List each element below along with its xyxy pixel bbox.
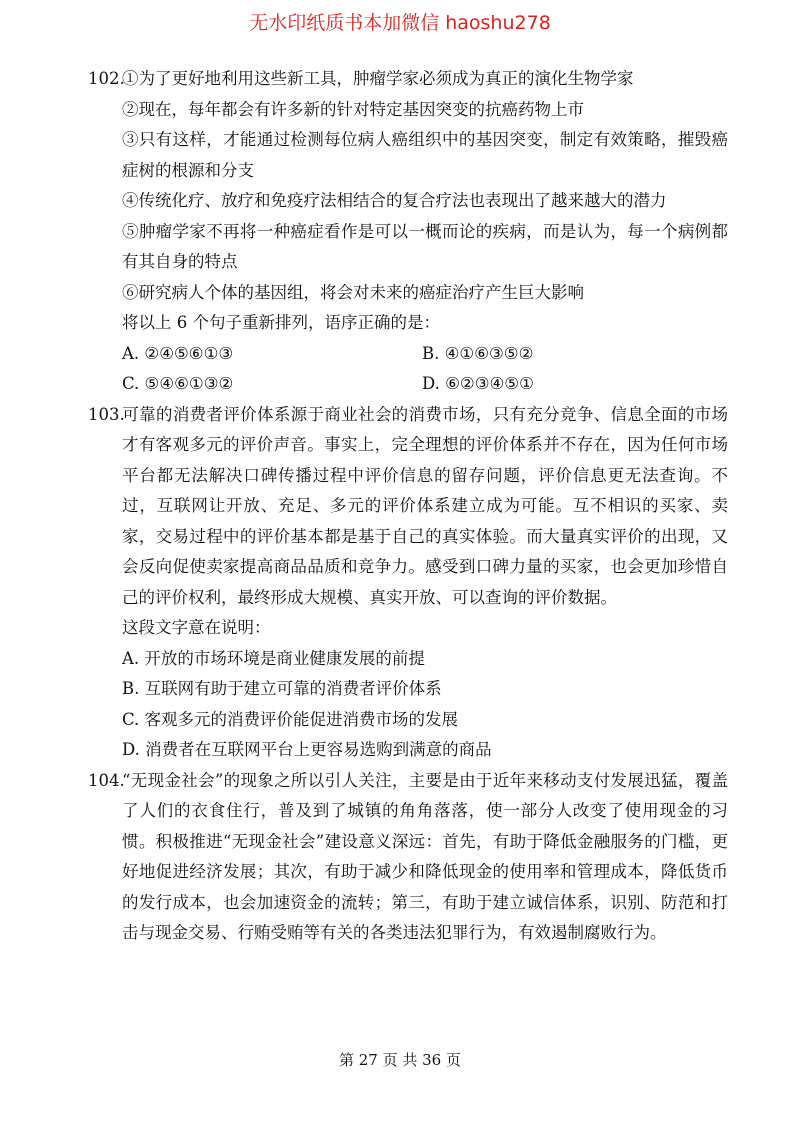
options-row-2	[122, 369, 728, 400]
option-a: A. ②④⑤⑥①③	[122, 343, 234, 363]
question-number: 102.	[88, 69, 125, 88]
option-d: D. ⑥②③④⑤①	[422, 374, 534, 393]
page-content	[88, 64, 728, 949]
options-row-1	[122, 339, 728, 370]
question-104	[88, 766, 728, 949]
option-a: A. 开放的市场环境是商业健康发展的前提	[122, 648, 425, 668]
option-c: C. ⑤④⑥①③②	[122, 374, 234, 393]
option-b: B. ④①⑥③⑤②	[422, 343, 534, 363]
question-stem: 将以上 6 个句子重新排列，语序正确的是：	[122, 313, 440, 332]
question-number: 104.	[88, 770, 125, 790]
question-102	[88, 64, 728, 400]
question-passage: 可靠的消费者评价体系源于商业社会的消费市场，只有充分竞争、信息全面的市场才有客观多元的评价声音。事实上，完全理想的评价体系并不存在，因为任何市场平台都无法解决口碑传播过程中评价信息的留存问题，评价信息更无法查询。不过，互联网让开放、充足、多元的评价体系建立成为可能。互不相识的买家、卖家，交易过程中的评价基本都是基于自己的真实体验。而大量真实评价的出现，又会反向促使卖家提高商品品质和竞争力。感受到口碑力量的买家，也会更加珍惜自己的评价权利，最终形成大规模、真实开放、可以查询的评价数据。	[122, 404, 728, 607]
sentence-3: ③只有这样，才能通过检测每位病人癌组织中的基因突变，制定有效策略，摧毁癌症树的根源和分支	[122, 130, 728, 180]
question-number: 103.	[88, 404, 125, 424]
watermark-text: 无水印纸质书本加微信 haoshu278	[249, 12, 551, 34]
question-stem: 这段文字意在说明：	[122, 618, 271, 637]
option-b: B. 互联网有助于建立可靠的消费者评价体系	[122, 679, 442, 698]
sentence-6: ⑥研究病人个体的基因组，将会对未来的癌症治疗产生巨大影响	[122, 282, 584, 302]
sentence-2: ②现在，每年都会有许多新的针对特定基因突变的抗癌药物上市	[122, 99, 584, 119]
option-d: D. 消费者在互联网平台上更容易选购到满意的商品	[122, 740, 492, 759]
question-103	[88, 400, 728, 766]
sentence-5: ⑤肿瘤学家不再将一种癌症看作是可以一概而论的疾病，而是认为，每一个病例都有其自身的特点	[122, 221, 728, 271]
sentence-4: ④传统化疗、放疗和免疫疗法相结合的复合疗法也表现出了越来越大的潜力	[122, 191, 667, 210]
page-number-footer: 第 27 页 共 36 页	[338, 1051, 461, 1069]
question-passage: “无现金社会”的现象之所以引人关注，主要是由于近年来移动支付发展迅猛，覆盖了人们的衣食住行，普及到了城镇的角角落落，使一部分人改变了使用现金的习惯。积极推进“无现金社会”建设意义深远：首先，有助于降低金融服务的门槛，更好地促进经济发展；其次，有助于减少和降低现金的使用率和管理成本，降低货币的发行成本，也会加速资金的流转；第三，有助于建立诚信体系，识别、防范和打击与现金交易、行贿受贿等有关的各类违法犯罪行为，有效遏制腐败行为。	[122, 770, 728, 942]
sentence-1: ①为了更好地利用这些新工具，肿瘤学家必须成为真正的演化生物学家	[122, 69, 634, 88]
option-c: C. 客观多元的消费评价能促进消费市场的发展	[122, 709, 459, 729]
